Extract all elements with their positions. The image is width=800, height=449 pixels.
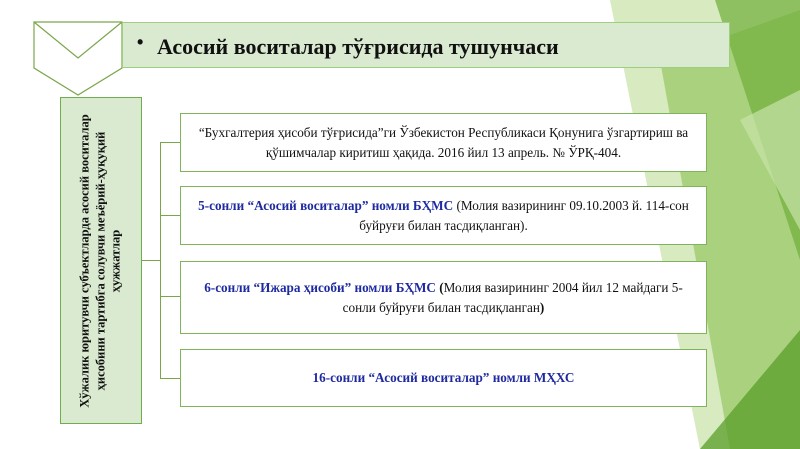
document-item-1 (180, 113, 707, 172)
title-bullet: • (137, 32, 144, 52)
connector-root (142, 260, 160, 261)
document-item-3-note: Молия вазирининг 2004 йил 12 майдаги 5-сонли буйруғи билан тасдиқланган (342, 279, 683, 315)
document-item-4 (180, 349, 707, 407)
document-item-2 (180, 186, 707, 245)
connector-branch-1 (160, 142, 180, 143)
title-bar (122, 22, 730, 68)
document-item-3-open-paren: ( (435, 279, 444, 295)
document-item-2-title: 5-сонли “Асосий воситалар” номли БҲМС (198, 197, 454, 213)
document-item-2-text (189, 196, 698, 236)
document-item-3-title: 6-сонли “Ижара ҳисоби” номли БҲМС (204, 279, 436, 295)
document-item-3-text (189, 278, 698, 318)
connector-branch-3 (160, 296, 180, 297)
side-label-box (60, 97, 142, 424)
page-title: Асосий воситалар тўғрисида тушунчаси (157, 34, 559, 59)
document-item-4-title: 16-сонли “Асосий воситалар” номли МҲХС (312, 370, 575, 386)
connector-trunk (160, 142, 161, 378)
document-item-3 (180, 261, 707, 334)
document-item-1-text: “Бухгалтерия ҳисоби тўғрисида”ги Ўзбекистон Республикаси Қонунига ўзгартириш ва қўшимчалар киритиш ҳақида. 2016 йил 13 апрель. № ЎРҚ-404. (198, 124, 689, 160)
document-item-3-close-paren: ) (539, 299, 545, 315)
side-label-text: Хўжалик юритувчи субъектларда асосий воситалар ҳисобини тартибга солувчи меъёрий-ҳуқуқий ҳужжатлар (77, 113, 123, 408)
connector-branch-4 (160, 378, 180, 379)
document-item-2-note: (Молия вазирининг 09.10.2003 й. 114-сон буйруғи билан тасдиқланган). (359, 197, 689, 233)
connector-branch-2 (160, 215, 180, 216)
